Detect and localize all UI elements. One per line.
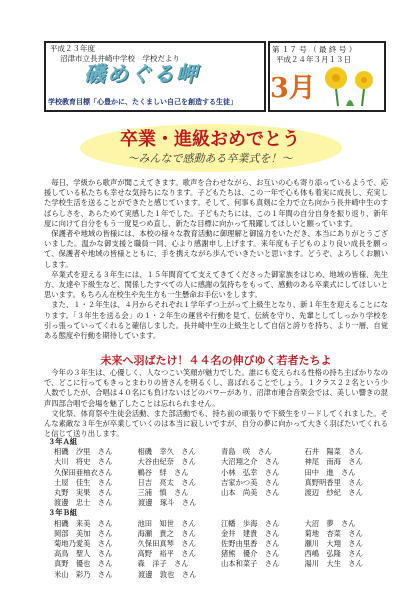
dandelion-icon (320, 64, 382, 108)
student-name: 吉家かつ美 さん (221, 477, 280, 487)
student-name: 小林 弘幸 さん (221, 467, 280, 477)
roster-row (44, 519, 388, 529)
paragraph: 保護者や地域の皆様には、本校の様々な教育活動に御理解と御協力をいただき、本当にありがとうございました。温かな御支援と職員一同、心より感謝申し上げます。来年度も子どものより良い成長を願って、保護者や地域の皆様とともに、手を携えながら歩んでいきたいと思います。どうぞ、よろしくお願いします。 (44, 229, 388, 269)
roster-row (44, 488, 388, 498)
student-name: 江幡 歩海 さん (221, 518, 280, 528)
student-name: 西嶋 弘隆 さん (304, 549, 363, 559)
student-name: 渡邊 敦也 さん (138, 569, 197, 579)
roster-row (44, 559, 388, 569)
student-name: 森 洋子 さん (137, 559, 189, 569)
student-name: 真野明香里 さん (304, 477, 363, 487)
student-name: 久保田真琴 さん (137, 539, 196, 549)
student-name: 日吉 亮太 さん (137, 477, 196, 487)
student-name: 佐野由里香 さん (221, 539, 280, 549)
student-name: 瀬川 大翔 さん (304, 539, 363, 549)
page-subtitle: ～みんなで感動ある卒業式を！～ (127, 152, 293, 165)
roster-row (44, 478, 388, 488)
student-name: 米山 彩乃 さん (54, 569, 113, 579)
student-name: 石井 陽菜 さん (304, 447, 363, 457)
student-name: 渡辺 紗紀 さん (304, 488, 363, 498)
student-name: 大沼翔之介 さん (221, 457, 280, 467)
student-name: 丸野 実果 さん (54, 488, 113, 498)
issue-number: 第 １７ 号 （ 最 終 号 ） (272, 45, 357, 54)
roster-row (44, 529, 388, 539)
paragraph: また、１・２年生は、４月からそれぞれ１学年ずつ上がって上級生となり、新１年生を迎えることになります。「３年生を送る会」の１・２年生の運営や行動を見て、伝統を守り、先輩としてしっかり学校を引っ張っていってくれると確信しました。長井崎中生の上級生として自信と誇りを持ち、より一層、自覚ある態度や行動を期待しています。 (44, 300, 388, 341)
student-name: 土屋 佳生 さん (54, 477, 113, 487)
student-name: 久保田亜柚衣さん (54, 467, 113, 477)
paragraph: 今年の３年生は、心優しく、人なつこい笑顔が魅力でした。誰にも変えられる性格の持ち主ばかりなので、どこに行ってもきっとまわりの皆さんを明るくし、喜ばれることでしょう。１クラス２２名という少人数でしたが、合唱は４０名にも負けないほどのパワーがあり、沼津市連合音楽会では、美しい響きの混声四部合唱で会場を魅了したことは忘れられません。 (44, 368, 388, 408)
month-label: 3月 (270, 73, 316, 104)
roster-row (44, 498, 388, 508)
student-name: 菊地乃愛美 さん (54, 539, 113, 549)
student-name: 高鳥 聖人 さん (54, 549, 113, 559)
student-name: 神尾 南海 さん (304, 457, 363, 467)
fiscal-year: 平成２３年度 (50, 44, 95, 53)
paragraph: 文化祭、体育祭や生徒会活動、また部活動でも、持ち前の頑張りで下級生をリードしてくれました。そんな素敵な３年生が卒業していくのは本当に寂しいですが、自分の夢に向かって大きく羽ばたいてくれると信じて送り出します。 (44, 408, 388, 439)
student-name: 渡邊 忠士 さん (54, 498, 113, 508)
student-name: 猪熊 優介 さん (221, 549, 280, 559)
school-name: 沼津市立長井崎中学校 学校だより (60, 54, 180, 63)
paragraph: 卒業式を迎える３年生には、１５年間育てて支えてきてくださった御家族をはじめ、地域の皆様、先生方、友達や下級生など、関係したすべての人に感謝の気持ちをもって、感動のある卒業式にしてほしいと思います。もちろん在校生や先生方も一生懸命お手伝いをします。 (44, 269, 388, 300)
student-name: 渡邊 琢斗 さん (138, 498, 197, 508)
newsletter-title: 磯めぐる岬 (84, 62, 199, 86)
roster-row (44, 539, 388, 549)
student-name: 田中 進 さん (304, 467, 356, 477)
class-title: ３年Ｂ組 (48, 508, 78, 518)
roster-row (44, 468, 388, 478)
graduates-text (44, 368, 388, 439)
roster-row (44, 570, 388, 580)
class-rosters (44, 437, 388, 580)
student-name: 菊地 杏菜 さん (304, 528, 363, 538)
student-name: 相磯 来美 さん (54, 518, 113, 528)
student-name: 山本和菜子 さん (221, 559, 280, 569)
roster-row (44, 457, 388, 467)
intro-text (44, 178, 388, 341)
student-name: 高野 裕平 さん (137, 549, 196, 559)
student-name: 海瀬 貴之 さん (137, 528, 196, 538)
student-name: 岡部 美加 さん (54, 528, 113, 538)
roster-row (44, 447, 388, 457)
student-name: 相磯 汐里 さん (54, 447, 113, 457)
issue-date: 平成２４年３月１３日 (276, 55, 351, 64)
page-title: 卒業・進級おめでとう (120, 129, 300, 150)
paragraph: 毎日、学級から歌声が聞こえてきます。歌声を合わせながら、お互いの心も寄り添っているようで、応援している私たちも幸せな気持ちになります。子どもたちは、この一年で心も体も着実に成長し、充実した学校生活を送ることができたと感じています。そして、何事も真剣に全力で立ち向かう長井崎中生のすばらしさを、あらためて実感した１年でした。子どもたちには、この１年間の自分自身を振り返り、新年度に向けて自分をもう一度見つめ直し、新たな目標に向かって飛躍してほしいと願っています。 (44, 178, 388, 228)
section-headline: 未来へ羽ばたけ！４４名の伸びゆく若者たちよ (100, 354, 332, 367)
roster-row (44, 549, 388, 559)
student-name: 金井 建貴 さん (221, 528, 280, 538)
student-name: 真野 優也 さん (54, 559, 113, 569)
student-name: 大川 将史 さん (54, 457, 113, 467)
student-name: 山本 尚美 さん (221, 488, 280, 498)
student-name: 大谷由紀奈 さん (137, 457, 196, 467)
student-name: 青島 咲 さん (221, 447, 273, 457)
student-name: 湯川 大生 さん (304, 559, 363, 569)
school-motto: 学校教育目標「心豊かに、たくましい自己を創造する生徒」 (48, 98, 237, 106)
student-name: 池田 知世 さん (137, 518, 196, 528)
class-title: ３年Ａ組 (48, 437, 78, 446)
student-name: 相磯 幸久 さん (137, 447, 196, 457)
student-name: 大沼 夢 さん (304, 518, 356, 528)
student-name: 三浦 慎 さん (137, 488, 189, 498)
student-name: 鵜谷 絆 さん (137, 467, 189, 477)
